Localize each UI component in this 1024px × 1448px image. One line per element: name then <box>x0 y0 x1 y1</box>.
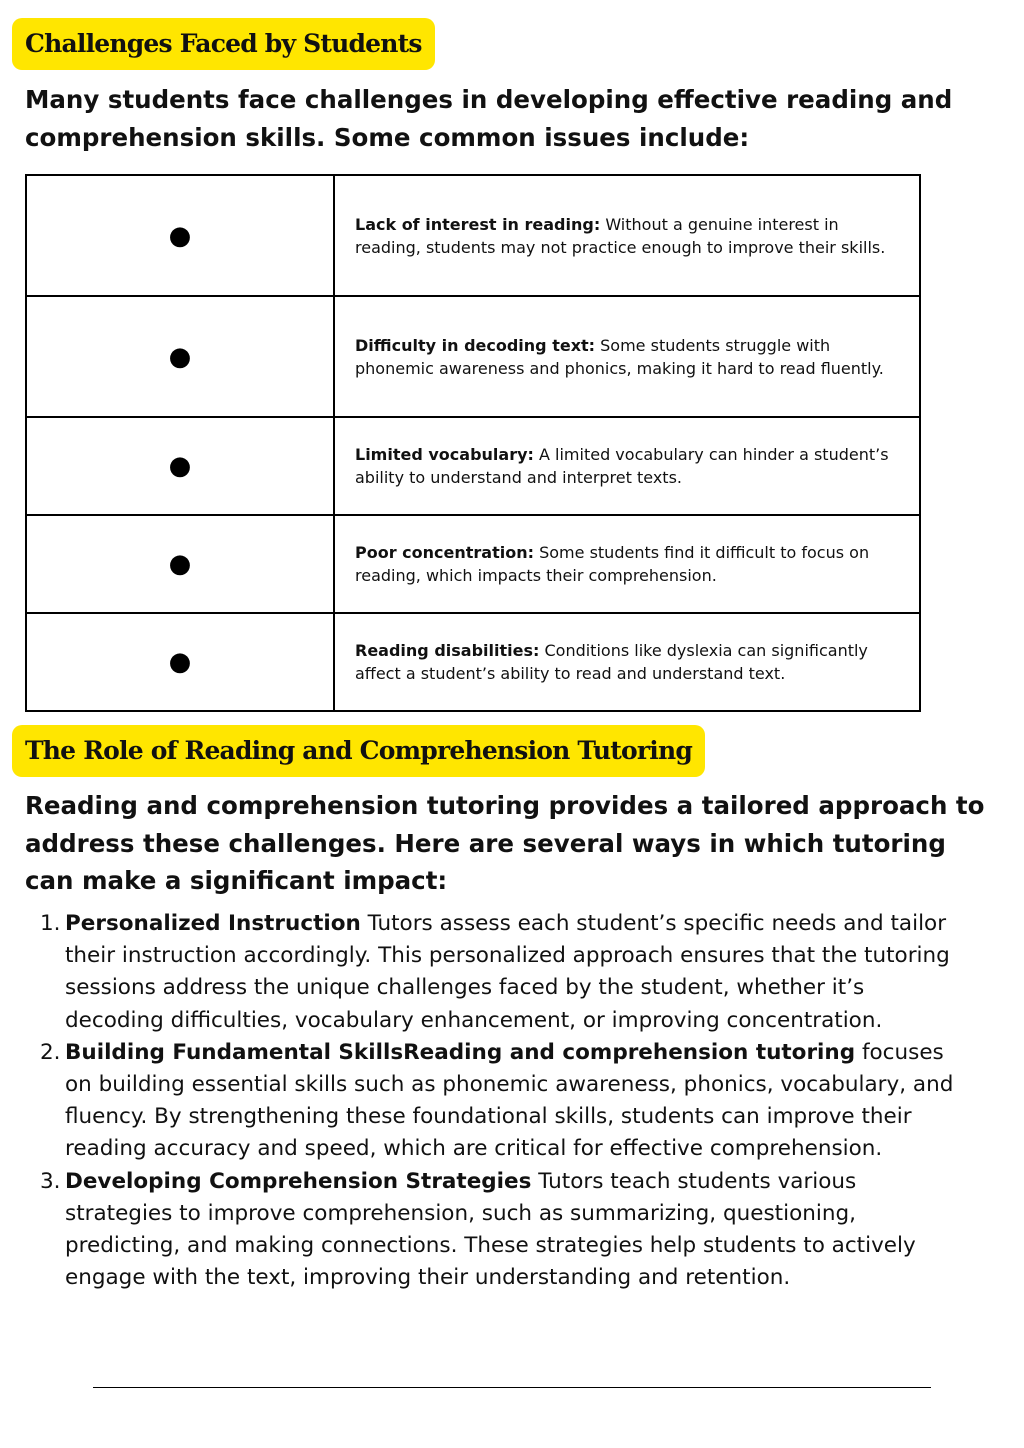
item-title: Developing Comprehension Strategies <box>65 1168 532 1194</box>
item-text: Tutors teach students various strategies to improve comprehension, such as summarizing, questioning, predicting, and making connections. These strategies help students to actively engage with the text, improving their understanding and retention. <box>65 1168 916 1291</box>
challenge-cell <box>334 175 920 296</box>
list-item <box>25 1166 960 1295</box>
section-heading-challenges: Challenges Faced by Students <box>12 18 435 70</box>
table-row <box>26 296 920 417</box>
challenge-cell <box>334 515 920 613</box>
list-number: 2. <box>40 1039 61 1065</box>
item-text: Tutors assess each student’s specific needs and tailor their instruction accordingly. This personalized approach ensures that the tutoring sessions address the unique challenges faced by the student, whether it’s decoding difficulties, vocabulary enhancement, or improving concentration. <box>65 911 950 1033</box>
challenge-title: Limited vocabulary: <box>355 445 534 464</box>
challenge-text: A limited vocabulary can hinder a student’s ability to understand and interpret texts. <box>355 445 889 487</box>
bullet-icon: ● <box>26 515 334 613</box>
bullet-icon: ● <box>26 296 334 417</box>
challenge-title: Lack of interest in reading: <box>355 214 601 234</box>
challenge-text: Some students struggle with phonemic awareness and phonics, making it hard to read fluently. <box>355 335 884 378</box>
item-title: Building Fundamental SkillsReading and comprehension tutoring <box>65 1039 856 1065</box>
table-row <box>26 515 920 613</box>
challenge-cell <box>334 417 920 515</box>
challenge-text: Some students find it difficult to focus on reading, which impacts their comprehension. <box>355 543 870 585</box>
list-item <box>25 908 960 1037</box>
challenge-title: Reading disabilities: <box>355 641 540 660</box>
challenge-text: Without a genuine interest in reading, students may not practice enough to improve their skills. <box>355 214 886 257</box>
bullet-icon: ● <box>26 417 334 515</box>
tutoring-impact-list <box>25 908 960 1294</box>
challenge-title: Poor concentration: <box>355 543 535 562</box>
challenge-cell <box>334 613 920 711</box>
bullet-icon: ● <box>26 175 334 296</box>
bullet-icon: ● <box>26 613 334 711</box>
challenge-title: Difficulty in decoding text: <box>355 335 596 355</box>
table-row <box>26 613 920 711</box>
challenges-intro: Many students face challenges in developing effective reading and comprehension skills. Some common issues include: <box>25 85 953 152</box>
challenges-table <box>25 174 921 712</box>
challenge-text: Conditions like dyslexia can significantly affect a student’s ability to read and understand text. <box>355 641 868 683</box>
item-title: Personalized Instruction <box>65 911 361 936</box>
item-text: focuses on building essential skills such as phonemic awareness, phonics, vocabulary, and fluency. By strengthening these foundational skills, students can improve their reading accuracy and speed, which are critical for effective comprehension. <box>65 1039 954 1162</box>
list-item <box>25 1037 960 1166</box>
challenge-cell <box>334 296 920 417</box>
footer-divider <box>93 1387 931 1388</box>
section-heading-tutoring-role: The Role of Reading and Comprehension Tutoring <box>12 725 705 777</box>
list-number: 3. <box>40 1168 61 1194</box>
tutoring-intro: Reading and comprehension tutoring provides a tailored approach to address these challenges. Here are several ways in which tutoring can make a significant impact: <box>25 791 985 895</box>
table-row <box>26 417 920 515</box>
list-number: 1. <box>40 911 61 936</box>
table-row <box>26 175 920 296</box>
